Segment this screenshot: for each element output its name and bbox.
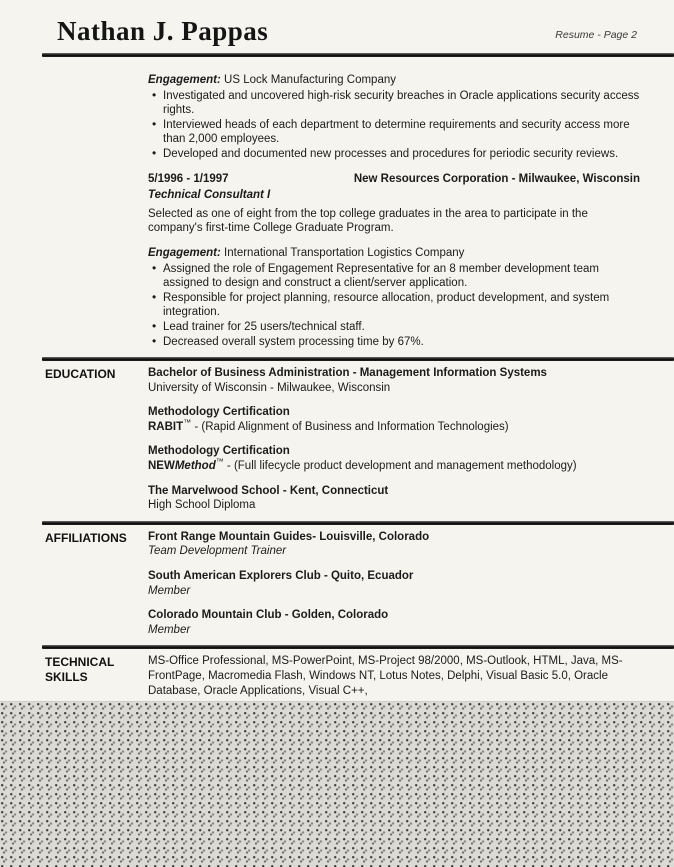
job-title: Technical Consultant I: [148, 189, 271, 202]
engagement-line: [148, 246, 640, 261]
bullet-item: • Responsible for project planning, resource allocation, product development, and system integration.: [148, 291, 640, 320]
education-entry-degree: [148, 366, 640, 395]
section-affiliations: [0, 530, 674, 638]
section-technical-skills: [0, 654, 674, 698]
bullet-item: • Interviewed heads of each department to determine requirements and security access more than 2,000 employees.: [148, 118, 640, 147]
experience-label-spacer: [45, 73, 148, 349]
header-divider: [42, 53, 674, 57]
bullet-item: • Lead trainer for 25 users/technical staff.: [148, 320, 640, 335]
bullet-item: • Developed and documented new processes and procedures for periodic security reviews.: [148, 147, 640, 162]
affiliation-org: Front Range Mountain Guides- Louisville, Colorado: [148, 530, 430, 543]
page-header: [0, 0, 674, 53]
engagement-bullets: [148, 262, 640, 350]
bullet-item: • Investigated and uncovered high-risk security breaches in Oracle applications security access rights.: [148, 89, 640, 118]
engagement-block-intl-transport: [148, 246, 640, 349]
job-block-new-resources: [148, 172, 640, 236]
section-label-affiliations: AFFILIATIONS: [45, 530, 127, 545]
section-experience: [0, 73, 674, 349]
cert-detail: - (Rapid Alignment of Business and Information Technologies): [191, 420, 509, 433]
page-title: Nathan J. Pappas: [57, 16, 269, 46]
section-divider: [42, 645, 674, 649]
affiliation-item: [148, 569, 640, 598]
job-company: New Resources Corporation - Milwaukee, Wisconsin: [353, 172, 640, 185]
section-divider: [42, 521, 674, 525]
education-entry-cert-rabit: [148, 405, 640, 434]
affiliation-role: Team Development Trainer: [148, 545, 287, 558]
affiliation-org: Colorado Mountain Club - Golden, Colorado: [148, 609, 389, 622]
section-label-technical-skills: TECHNICAL SKILLS: [45, 655, 115, 685]
job-heading: [148, 172, 640, 187]
bullet-item: • Assigned the role of Engagement Representative for an 8 member development team assigned to design and construct a client/server application.: [148, 262, 640, 291]
job-dates: 5/1996 - 1/1997: [148, 172, 229, 185]
trademark-symbol: ™: [183, 418, 192, 428]
engagement-bullets: [148, 89, 640, 162]
trademark-symbol: ™: [215, 457, 224, 467]
cert-detail: - (Full lifecycle product development and management methodology): [223, 460, 577, 473]
affiliation-role: Member: [148, 623, 191, 636]
engagement-label: Engagement:: [148, 74, 221, 86]
job-summary: Selected as one of eight from the top college graduates in the area to participate in the company's first-time College Graduate Program.: [148, 207, 588, 235]
technical-skills-text: MS-Office Professional, MS-PowerPoint, MS-Project 98/2000, MS-Outlook, HTML, Java, MS-FrontPage, Macromedia Flash, Windows NT, Lotus Notes, Delphi, Visual Basic 5.0, Oracle Database, Oracle Applications, Visual C++,: [148, 655, 623, 697]
section-education: [0, 366, 674, 513]
entry-detail: [148, 420, 640, 435]
engagement-company: International Transportation Logistics Company: [224, 246, 465, 259]
cert-name-bold: NEW: [148, 460, 175, 473]
affiliation-item: [148, 530, 640, 559]
entry-title: Methodology Certification: [148, 406, 290, 419]
cert-name: RABIT: [148, 420, 184, 433]
entry-detail: [148, 459, 640, 474]
cert-name-italic: Method: [174, 460, 216, 473]
engagement-company: US Lock Manufacturing Company: [224, 74, 396, 86]
entry-detail: High School Diploma: [148, 499, 256, 512]
section-divider: [42, 357, 674, 361]
education-entry-highschool: [148, 484, 640, 513]
education-entry-cert-newmethod: [148, 444, 640, 473]
scan-halftone-artifact: [0, 701, 674, 867]
page-number: Resume - Page 2: [555, 29, 637, 41]
engagement-line: [148, 73, 640, 88]
engagement-label: Engagement:: [148, 246, 221, 259]
bullet-item: • Decreased overall system processing time by 67%.: [148, 335, 640, 350]
affiliation-item: [148, 608, 640, 637]
entry-school: University of Wisconsin - Milwaukee, Wisconsin: [148, 381, 391, 394]
engagement-block-us-lock: [148, 73, 640, 162]
affiliation-role: Member: [148, 584, 191, 597]
section-label-education: EDUCATION: [45, 367, 116, 382]
affiliation-org: South American Explorers Club - Quito, Ecuador: [148, 570, 414, 583]
entry-title: Methodology Certification: [148, 445, 290, 458]
entry-title: The Marvelwood School - Kent, Connecticut: [148, 484, 389, 497]
entry-title: Bachelor of Business Administration - Management Information Systems: [148, 367, 547, 380]
